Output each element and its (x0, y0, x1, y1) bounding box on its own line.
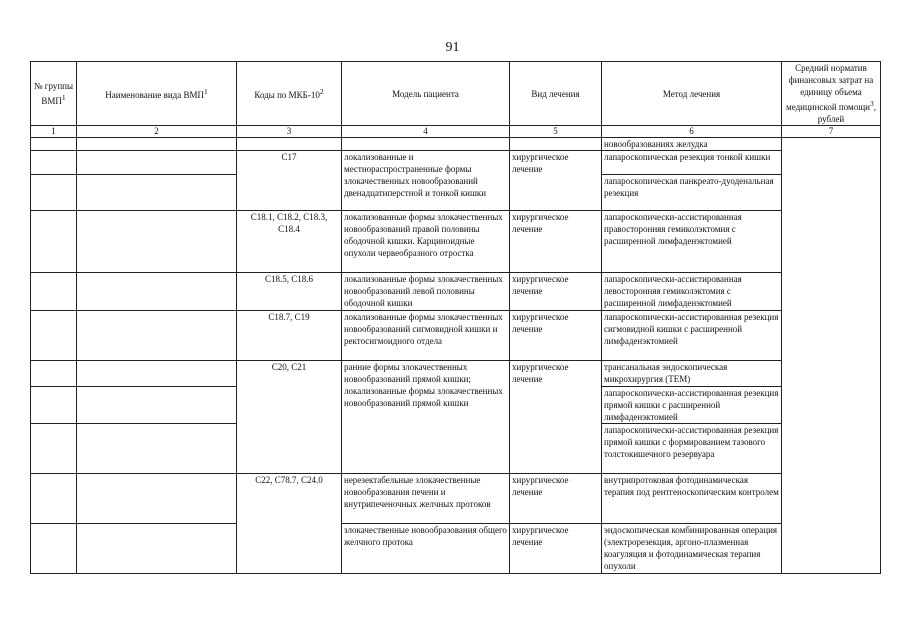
column-number-row (31, 126, 881, 138)
header-treatment-method: Метод лечения (602, 62, 782, 126)
col-number: 7 (782, 126, 881, 138)
method-cell: лапароскопически-ассистированная резекция сигмовидной кишки с расширенной лимфаденэктомией (602, 311, 782, 361)
table-row (31, 273, 881, 311)
col-number: 3 (237, 126, 342, 138)
treatment-cell: хирургическое лечение (510, 361, 602, 474)
vmp-table (30, 61, 881, 574)
method-cell: внутрипротоковая фотодинамическая терапия под рентгеноскопическим контролем (602, 474, 782, 524)
header-treatment-type: Вид лечения (510, 62, 602, 126)
method-cell: трансанальная эндоскопическая микрохирургия (ТЕМ) (602, 361, 782, 387)
table-row (31, 138, 881, 151)
table-row (31, 361, 881, 387)
method-cell: эндоскопическая комбинированная операция (электрорезекция, аргоно-плазменная коагуляция и фотодинамическая терапия опухоли (602, 524, 782, 574)
col-number: 1 (31, 126, 77, 138)
code-cell: C18.7, C19 (237, 311, 342, 361)
col-number: 5 (510, 126, 602, 138)
model-cell: локализованные формы злокачественных новообразований сигмовидной кишки и ректосигмоидного отдела (342, 311, 510, 361)
model-cell: нерезектабельные злокачественные новообразования печени и внутрипеченочных желчных протоков (342, 474, 510, 524)
col-number: 4 (342, 126, 510, 138)
header-row (31, 62, 881, 126)
model-cell: злокачественные новообразования общего желчного протока (342, 524, 510, 574)
cost-cell (782, 138, 881, 574)
header-group-number: № группы ВМП$^1$ (31, 62, 77, 126)
treatment-cell: хирургическое лечение (510, 311, 602, 361)
method-cell: лапароскопически-ассистированная резекция прямой кишки с расширенной лимфаденэктомией (602, 387, 782, 424)
method-cell: лапароскопически-ассистированная левосторонняя гемиколэктомия с расширенной лимфаденэктомией (602, 273, 782, 311)
method-cell: лапароскопическая резекция тонкой кишки (602, 151, 782, 175)
page-number: 91 (445, 40, 460, 55)
treatment-cell: хирургическое лечение (510, 273, 602, 311)
treatment-cell: хирургическое лечение (510, 474, 602, 524)
table-row (31, 474, 881, 524)
table-row (31, 211, 881, 273)
model-cell: локализованные формы злокачественных новообразований левой половины ободочной кишки (342, 273, 510, 311)
code-cell: C17 (237, 151, 342, 211)
table-row (31, 151, 881, 175)
table-row (31, 524, 881, 574)
col-number: 6 (602, 126, 782, 138)
code-cell: C18.5, C18.6 (237, 273, 342, 311)
header-vmp-name: Наименование вида ВМП$^1$ (77, 62, 237, 126)
method-cell: лапароскопически-ассистированная правосторонняя гемиколэктомия с расширенной лимфаденэктомией (602, 211, 782, 273)
treatment-cell: хирургическое лечение (510, 151, 602, 211)
table-row (31, 311, 881, 361)
method-cell: лапароскопическая панкреато-дуоденальная резекция (602, 175, 782, 211)
header-icd-codes: Коды по МКБ-$10^2$ (237, 62, 342, 126)
header-cost-norm: Средний норматив финансовых затрат на единицу объема медицинской помощи$^3$, рублей (782, 62, 881, 126)
model-cell: локализованные и местнораспространенные формы злокачественных новообразований двенадцатиперстной и тонкой кишки (342, 151, 510, 211)
method-cell: новообразованиях желудка (602, 138, 782, 151)
code-cell: C20, C21 (237, 361, 342, 474)
header-patient-model: Модель пациента (342, 62, 510, 126)
treatment-cell: хирургическое лечение (510, 524, 602, 574)
model-cell: локализованные формы злокачественных новообразований правой половины ободочной кишки. Карциноидные опухоли червеобразного отростка (342, 211, 510, 273)
model-cell: ранние формы злокачественных новообразований прямой кишки; локализованные формы злокачественных новообразований прямой кишки (342, 361, 510, 474)
code-cell: C22, C78.7, C24.0 (237, 474, 342, 574)
method-cell: лапароскопически-ассистированная резекция прямой кишки с формированием тазового толстокишечного резервуара (602, 424, 782, 474)
treatment-cell: хирургическое лечение (510, 211, 602, 273)
col-number: 2 (77, 126, 237, 138)
code-cell: C18.1, C18.2, C18.3, C18.4 (237, 211, 342, 273)
